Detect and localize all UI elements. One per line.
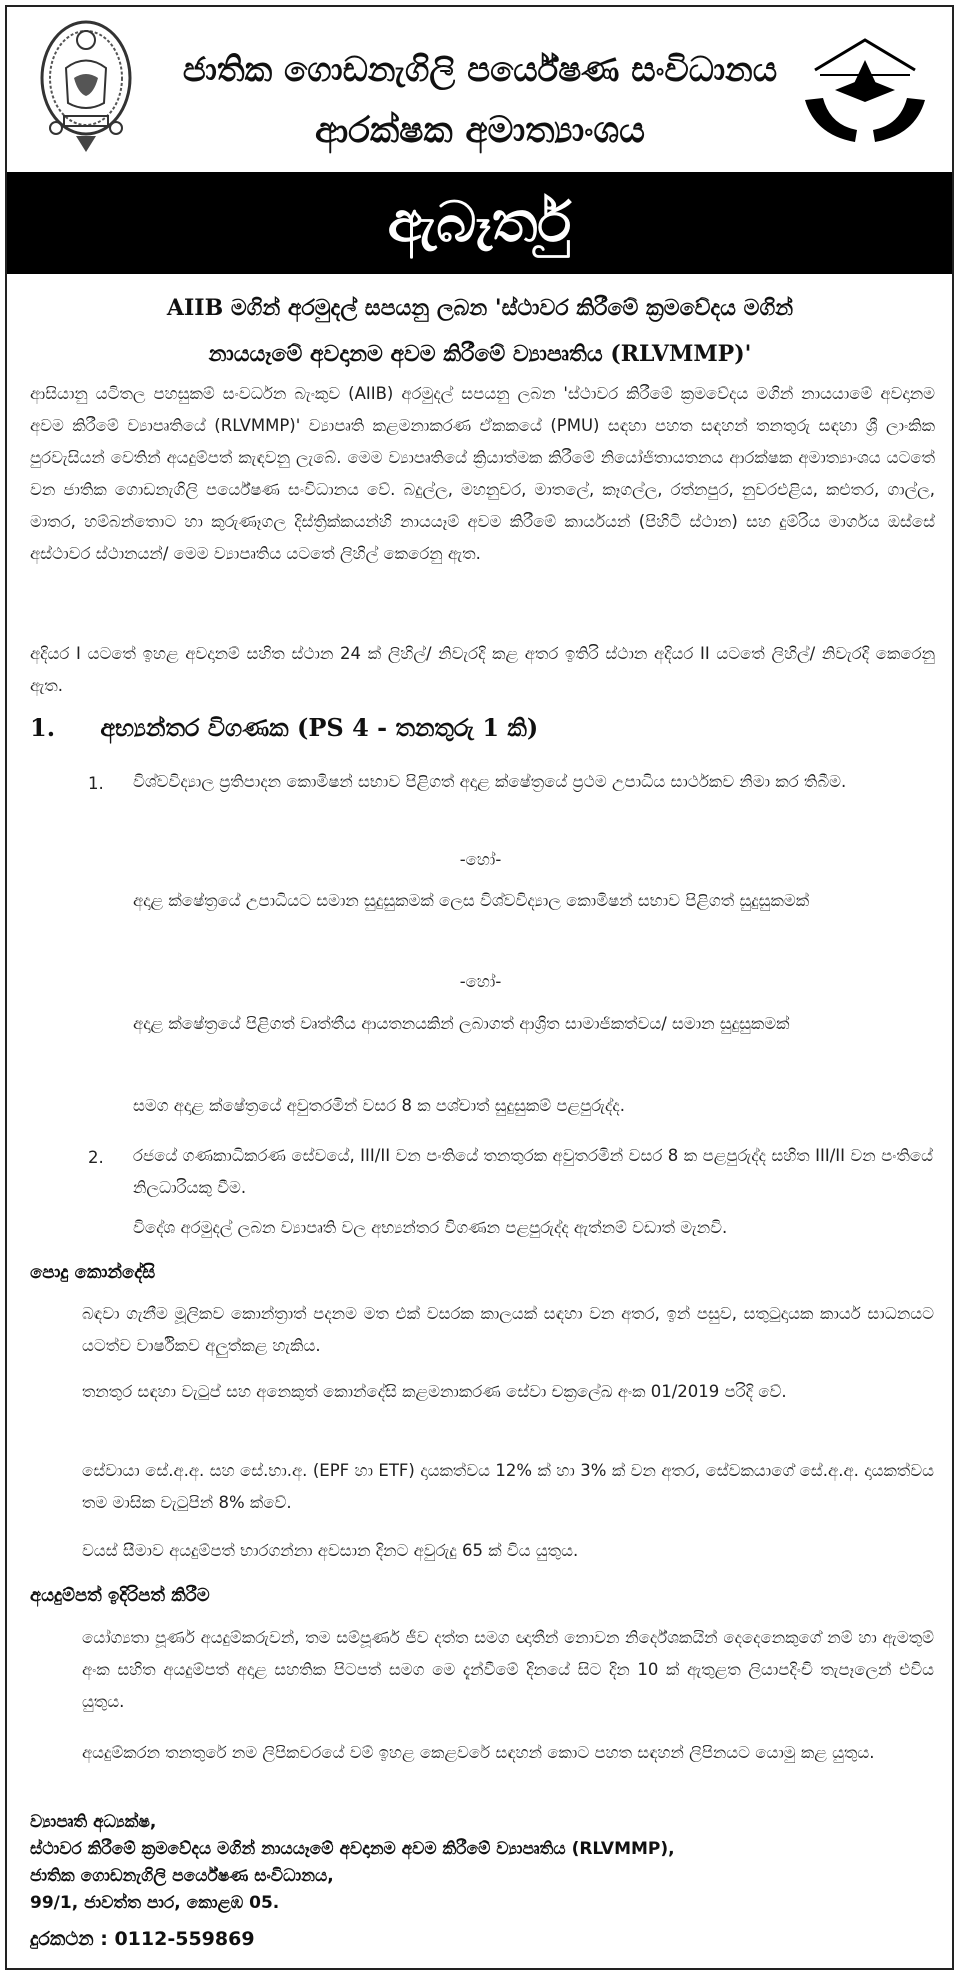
vacancies-banner: ඇබෑර්තු (7, 172, 952, 274)
or-separator-1: -හෝ- (459, 850, 502, 869)
contact-organization: ජාතික ගොඩනැගිලි පර්යේෂණ සංවිධානය, (30, 1866, 334, 1886)
requirement-1-text: විශ්වවිද්‍යාල ප්‍රතිපාදන කොමිෂන් සභාව පිළිගත් අදාළ ක්ෂේත්‍රයේ ප්‍රථම උපාධිය සාර්ථකව නිමා කර තිබීම. (133, 772, 847, 791)
project-title (20, 285, 940, 377)
project-title-line2: නායයෑමේ අවදානම අවම කිරීමේ ව්‍යාපෘතිය (RLVMMP)' (208, 341, 752, 367)
phase-note: අදියර I යටතේ ඉහළ අවදානම් සහිත ස්ථාන 24 ක් ලිහිල්/ නිවැරදි කළ අතර ඉතිරි ස්ථාන අදියර II යටතේ ලිහිල්/ නිවැරදි කෙරෙනු ඇත. (30, 644, 935, 695)
position-heading (30, 713, 538, 742)
contact-address (30, 1809, 675, 1917)
condition-item: බඳවා ගැනීම මූලිකව කොන්ත්‍රාත් පදනම මත එක් වසරක කාලයක් සඳහා වන අතර, ඉන් පසුව, සතුටුදායක කාර්ය සාධනයට යටත්ව වාර්ෂිකව අලුත්කළ හැකිය. (82, 1304, 934, 1355)
contact-title: ව්‍යාපෘති අධ්‍යක්ෂ, (30, 1812, 157, 1832)
condition-item: වයස් සීමාව අයදුම්පත් භාරගන්නා අවසාන දිනට අවුරුදු 65 ක් විය යුතුය. (82, 1541, 579, 1560)
requirement-2-number: 2. (88, 1148, 104, 1167)
requirement-1-number: 1. (88, 774, 104, 793)
experience-requirement: සමග අදාළ ක්ෂේත්‍රයේ අවුතරමින් වසර 8 ක පශ්චාත් සුදුසුකම් පළපුරුද්ද. (133, 1096, 625, 1115)
alternative-qualification-1: අදාළ ක්ෂේත්‍රයේ උපාධියට සමාන සුදුසුකමක් ලෙස විශ්වවිද්‍යාල කොමිෂන් සභාව පිළිගත් සුදුසුකමක් (133, 891, 810, 910)
project-title-line1: AIIB මගින් අරමුදල් සපයනු ලබන 'ස්ථාවර කිරීමේ ක්‍රමවේදය මගින් (166, 295, 794, 321)
contact-project: ස්ථාවර කිරීමේ ක්‍රමවේදය මගින් නායයෑමේ අවදානම අවම කිරීමේ ව්‍යාපෘතිය (RLVMMP), (30, 1839, 675, 1859)
condition-item: තනතුර සඳහා වැටුප් සහ අනෙකුත් කොන්දේසි කළමනාකරණ සේවා චක්‍රලේඛ අංක 01/2019 පරිදි වේ. (82, 1382, 787, 1401)
contact-street: 99/1, ජාවත්ත පාර, කොළඹ 05. (30, 1893, 280, 1913)
position-title: අභ්‍යන්තර විගණක (PS 4 - තනතුරු 1 කි) (100, 713, 539, 742)
nbro-logo-icon (795, 30, 935, 155)
header (0, 0, 961, 168)
submission-item: යෝග්‍යතා පූර්ණ අයදුම්කරුවන්, තම සම්පූර්ණ ජීව දත්ත සමග ඥාතීන් නොවන නිර්දේශකයින් දෙදෙනෙකුගේ නම් හා ඇමතුම් අංක සහිත අයදුම්පත් අදාළ සහතික පිටපත් සමග මෙ දැන්වීමේ දිනයේ සිට දින 10 ක් ඇතුළත ලියාපදිංචි තැපෑලෙන් එවිය යුතුය. (82, 1628, 934, 1711)
foreign-experience-note: විදේශ අරමුදල් ලබන ව්‍යාපෘති වල අභ්‍යන්තර විගණන පළපුරුද්ද ඇත්නම් වඩාත් මැනවි. (133, 1218, 728, 1237)
position-number: 1. (30, 713, 56, 742)
requirement-2-text: රජයේ ගණකාධිකරණ සේවයේ, III/II වන පංතියේ තනතුරක අවුතරමින් වසර 8 ක පළපුරුද්ද සහිත III/II වන පංතියේ නිලධාරියකු වීම. (133, 1146, 933, 1197)
application-submission-heading: අයදුම්පත් ඉදිරිපත් කිරීම (30, 1585, 210, 1606)
organization-name: ජාතික ගොඩනැගිලි පර්යේෂණ සංවිධානය (182, 50, 778, 90)
sri-lanka-emblem-icon (36, 18, 136, 158)
alternative-qualification-2: අදාළ ක්ෂේත්‍රයේ පිළිගත් වෘත්තීය ආයතනයකින් ලබාගත් ආශ්‍රිත සාමාජිකත්වය/ සමාන සුදුසුකමක් (133, 1014, 790, 1033)
or-separator-2: -හෝ- (459, 972, 502, 991)
contact-phone: දුරකථන : 0112-559869 (30, 1928, 255, 1950)
general-conditions-heading: පොදු කොන්දේසි (30, 1262, 156, 1283)
ministry-name: ආරක්ෂක අමාත්‍යාංශය (315, 110, 645, 151)
condition-item: සේවායා සේ.අ.අ. සහ සේ.භා.අ. (EPF හා ETF) දායකත්වය 12% ක් හා 3% ක් වන අතර, සේවකයාගේ සේ.අ.අ. දායකත්වය තම මාසික වැටුපින් 8% ක්වේ. (82, 1461, 934, 1512)
submission-item: අයදුම්කරන තනතුරේ නම ලිපිකවරයේ වම් ඉහළ කෙළවරේ සඳහන් කොට පහත සඳහන් ලිපිනයට යොමු කළ යුතුය. (82, 1743, 875, 1762)
intro-paragraph: ආසියානු යටිතල පහසුකම් සංවර්ධන බැංකුව (AIIB) අරමුදල් සපයනු ලබන 'ස්ථාවර කිරීමේ ක්‍රමවේදය මගින් නායයාමේ අවදානම අවම කිරීමේ ව්‍යාපෘතියේ (RLVMMP)' ව්‍යාපෘති කළමනාකරණ ඒකකයේ (PMU) සඳහා පහත සඳහන් තනතුරු සඳහා ශ්‍රී ලාංකික පුරවැසියන් වෙතින් අයදුම්පත් කැඳවනු ලැබේ. මෙම ව්‍යාපෘතියේ ක්‍රියාත්මක කිරීමේ නියෝජිතායතනය ආරක්ෂක අමාත්‍යාංශය යටතේ වන ජාතික ගොඩනැගිලි පර්යේෂණ සංවිධානය වේ. බදුල්ල, මහනුවර, මාතලේ, කෑගල්ල, රත්නපුර, නුවරඑළිය, කළුතර, ගාල්ල, මාතර, හම්බන්තොට හා කුරුණෑගල දිස්ත්‍රික්කයන්හි නායයෑම් අවම කිරීමේ කාර්යයන් (පිහිටි ස්ථාන) සහ දුම්රිය මාර්ගය ඔස්සේ අස්ථාවර ස්ථානයන්/ මෙම ව්‍යාපෘතිය යටතේ ලිහිල් කෙරෙනු ඇත. (30, 384, 935, 563)
